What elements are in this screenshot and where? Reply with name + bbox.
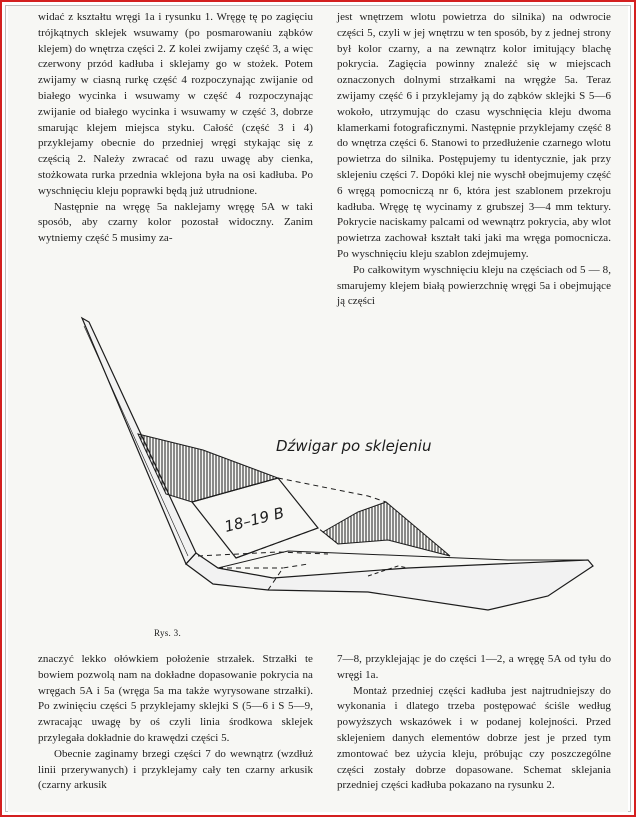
wing-spar-figure <box>68 306 613 631</box>
paragraph: jest wnętrzem wlotu powietrza do silnika) na odwrocie części 5, czyli w jej wnętrzu w ten sposób, by z jednej strony był kolor czarny, a na zewnątrz kolor imitujący blachę pokrycia. Zagięcia powinny znaleźć się w miejscach oznaczonych dolnymi strzałkami na wręgże 5a. Teraz zwijamy część 6 i przyklejamy ją do ząbków sklejki S 5—6 wokoło, utrzymując do czasu wyschnięcia kleju dwoma klamerkami fotograficznymi. Następnie przyklejamy część 8 do wnętrza części 6. Stanowi to przedłużenie czarnego wlotu powietrza do silnika. Postępujemy tu identycznie, jak przy sklejeniu części 7. Dopóki klej nie wyschł obejmujemy część 6 wręgą pomocniczą nr 6, która jest szablonem przekroju kadłuba. Wręgę tę wycinamy z grubszej 3—4 mm tektury. Pokrycie naciskamy palcami od wewnątrz pokrycia, aby wlot powietrza zachował kształt taki jaki ma wręga pomocnicza. Po wyschnięciu kleju szablon zdejmujemy. <box>337 11 611 260</box>
paragraph: Po całkowitym wyschnięciu kleju na częściach od 5 — 8, smarujemy klejem białą powierzchnię wręgi 5a i obejmujące ją części <box>337 263 611 308</box>
column-left-top <box>38 10 313 247</box>
document-page <box>8 6 628 812</box>
paragraph: widać z kształtu wręgi 1a i rysunku 1. Wręgę tę po zagięciu trójkątnych sklejek wsuwamy (po posmarowaniu ząbków klejem) do wnętrza części 2. Z kolei zwijamy część 3, a więc czerwony przód kadłuba i sklejamy go w stożek. Potem zwijamy w ciasną rurkę część 4 rozpoczynając zwijanie od białego wycinka i wsuwamy w część 4 rozpoczynając zwijanie od białego wycinka i wsuwamy w część 3, dobrze smarując klejem miejsca styku. Całość (część 3 i 4) przyklejamy obecnie do przedniej wręgi stykając się z częścią 2. Należy zwracać od razu uwagę aby cienka, stożkowata rurka przednia wklejona była na osi kadłuba. Po wyschnięciu kleju poprawki będą już utrudnione. <box>38 11 313 197</box>
spar-left-arm <box>82 318 196 564</box>
column-left-bottom <box>38 652 313 794</box>
column-right-bottom <box>337 652 611 794</box>
paragraph: 7—8, przyklejając je do części 1—2, a wręgę 5A od tyłu do wręgi 1a. <box>337 653 611 681</box>
paragraph: Następnie na wręgę 5a naklejamy wręgę 5A w taki sposób, aby czarny kolor pozostał widoczny. Zanim wytniemy część 5 musimy za- <box>38 200 313 245</box>
figure-caption: Rys. 3. <box>154 628 181 638</box>
column-right-top <box>337 10 611 310</box>
paragraph: Obecnie zaginamy brzegi części 7 do wewnątrz (wzdłuż linii przerywanych) i przyklejamy cały ten czarny arkusik (czarny arkusik <box>38 747 313 792</box>
figure-title: Dźwigar po sklejeniu <box>276 437 432 455</box>
part-label: 18–19 B <box>222 503 286 536</box>
spar-body <box>186 553 593 610</box>
paragraph: znaczyć lekko ołówkiem położenie strzałek. Strzałki te bowiem pozwolą nam na dokładne dopasowanie pokrycia na wręgach 5A i 5a (wręga 5a ma także wyrysowane strzałki). Po zwinięciu części 5 przyklejamy sklejki S (5—6 i S 5—9, zwracając uwagę by oś czyli linia środkowa sklejek przylegała dokładnie do krawędzi części 5. <box>38 653 313 744</box>
hatched-web-right <box>323 502 450 556</box>
paragraph: Montaż przedniej części kadłuba jest najtrudniejszy do wykonania i dlatego trzeba postępować ściśle według powyższych wskazówek i w podanej kolejności. Przed sklejeniem danych elementów dobrze jest je przed tym zmontować bez użycia kleju, próbując czy poszczególne części zostały dobrze dopasowane. Schemat sklejania przedniej części kadłuba pokazano na rysunku 2. <box>337 684 611 792</box>
